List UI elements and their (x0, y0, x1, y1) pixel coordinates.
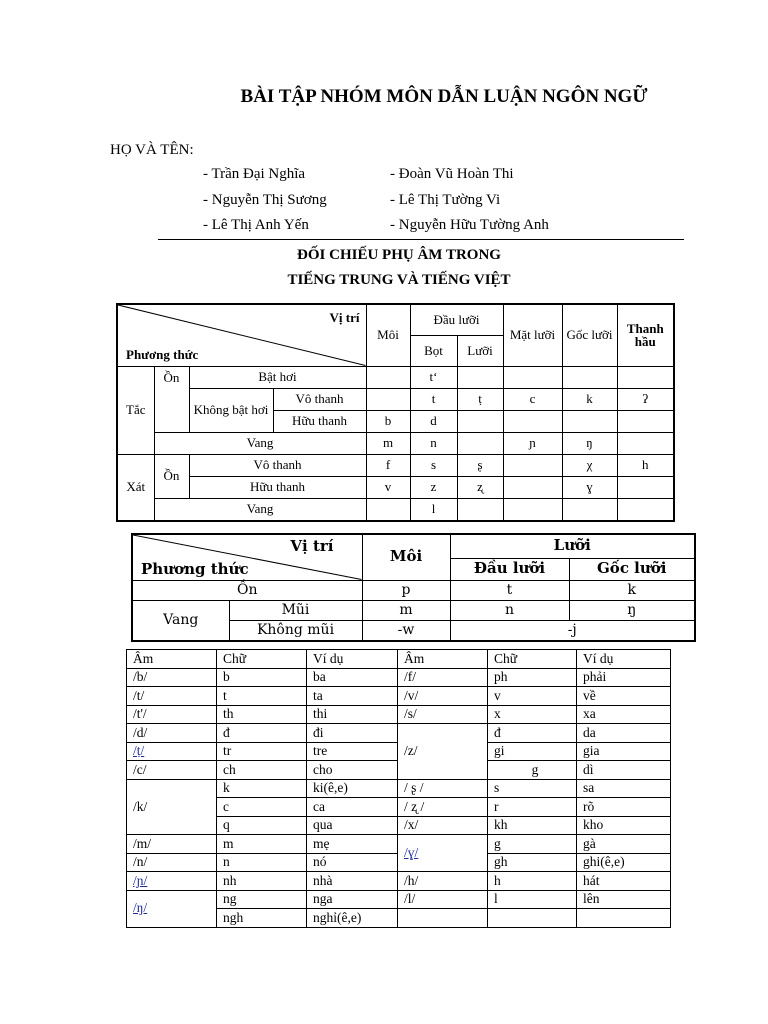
cell: b (366, 410, 410, 432)
cell: mẹ (307, 835, 398, 854)
cell: gia (577, 742, 671, 761)
member-name: - Đoàn Vũ Hoàn Thi (390, 166, 514, 182)
cell (503, 366, 562, 388)
cell: /l/ (398, 890, 488, 909)
cell: xa (577, 705, 671, 724)
cell: s (488, 779, 577, 798)
cell: ṭ (457, 388, 503, 410)
cell (503, 454, 562, 476)
header-chu: Chữ (217, 650, 307, 669)
label-vang: Vang (132, 600, 229, 641)
cell: /d/ (127, 724, 217, 743)
cell: tre (307, 742, 398, 761)
cell: b (217, 668, 307, 687)
cell: s (410, 454, 457, 476)
cell: về (577, 687, 671, 706)
cell: g (488, 835, 577, 854)
cell (617, 476, 674, 498)
cell: x (488, 705, 577, 724)
cell (503, 410, 562, 432)
header-goc-luoi: Gốc lưỡi (562, 304, 617, 366)
cell: đ (217, 724, 307, 743)
cell: c (217, 798, 307, 817)
cell: đ (488, 724, 577, 743)
member-name: - Nguyễn Thị Sương (203, 192, 327, 208)
cell: thi (307, 705, 398, 724)
cell: l (488, 890, 577, 909)
cell (457, 410, 503, 432)
cell: tʻ (410, 366, 457, 388)
label-on: Ồn (154, 454, 189, 498)
cell: ʂ (457, 454, 503, 476)
cell: /k/ (127, 779, 217, 835)
cell: ph (488, 668, 577, 687)
cell: c (503, 388, 562, 410)
label-on: Ồn (154, 366, 189, 432)
cell: /ɲ/ (127, 872, 217, 891)
table-row (127, 687, 671, 706)
cell: hát (577, 872, 671, 891)
cell: ʐ (457, 476, 503, 498)
header-mat-luoi: Mặt lưỡi (503, 304, 562, 366)
member-name: - Trần Đại Nghĩa (203, 166, 306, 182)
cell: nh (217, 872, 307, 891)
cell: n (450, 600, 569, 620)
table-row (127, 779, 671, 798)
cell: ɣ (562, 476, 617, 498)
cell (398, 909, 488, 928)
label-vang: Vang (154, 432, 366, 454)
cell (457, 432, 503, 454)
phuong-thuc-label: Phương thức (126, 346, 199, 362)
cell: ki(ê,e) (307, 779, 398, 798)
cell: /ɣ/ (398, 835, 488, 872)
cell: ngh (217, 909, 307, 928)
header-am: Âm (398, 650, 488, 669)
cell: n (410, 432, 457, 454)
cell: k (562, 388, 617, 410)
vi-tri-label: Vị trí (329, 310, 360, 325)
cell: f (366, 454, 410, 476)
cell: qua (307, 816, 398, 835)
cell: d (410, 410, 457, 432)
cell: phải (577, 668, 671, 687)
cell (617, 498, 674, 521)
vi-tri-label: Vị trí (290, 537, 334, 555)
cell: k (217, 779, 307, 798)
cell: ng (217, 890, 307, 909)
cell: kho (577, 816, 671, 835)
cell: /n/ (127, 853, 217, 872)
table-row (127, 890, 671, 909)
cell: -j (450, 620, 695, 641)
cell: /h/ (398, 872, 488, 891)
label-vang: Vang (154, 498, 366, 521)
cell: h (488, 872, 577, 891)
label-huu-thanh: Hữu thanh (189, 476, 366, 498)
subtitle-line-1: ĐỐI CHIẾU PHỤ ÂM TRONG (297, 247, 501, 263)
cell: g (488, 761, 577, 780)
cell: v (366, 476, 410, 498)
header-dau-luoi: Đầu lưỡi (450, 558, 569, 580)
cell: ghi(ê,e) (577, 853, 671, 872)
cell: nghỉ(ê,e) (307, 909, 398, 928)
label-huu-thanh: Hữu thanh (273, 410, 366, 432)
phuong-thuc-label: Phương thức (141, 559, 249, 578)
ho-ten-label: HỌ VÀ TÊN: (110, 142, 194, 158)
cell: χ (562, 454, 617, 476)
cell: gi (488, 742, 577, 761)
cell: ŋ (569, 600, 695, 620)
cell: /f/ (398, 668, 488, 687)
cell: dì (577, 761, 671, 780)
table-row (127, 872, 671, 891)
header-goc-luoi: Gốc lưỡi (569, 558, 695, 580)
table-row (127, 835, 671, 854)
header-am: Âm (127, 650, 217, 669)
header-dau-luoi: Đầu lưỡi (410, 304, 503, 335)
final-consonant-table (131, 533, 696, 642)
cell (562, 498, 617, 521)
cell: z (410, 476, 457, 498)
cell: /z/ (398, 724, 488, 780)
cell: th (217, 705, 307, 724)
header-moi: Môi (366, 304, 410, 366)
header-thanh-hau: Thanh hầu (617, 304, 674, 366)
cell: v (488, 687, 577, 706)
sound-letter-example-table (126, 649, 671, 928)
cell: m (366, 432, 410, 454)
cell (503, 476, 562, 498)
cell (617, 410, 674, 432)
header-vi-du: Ví dụ (307, 650, 398, 669)
cell: /b/ (127, 668, 217, 687)
header-bot: Bọt (410, 335, 457, 366)
cell: /ṭ/ (127, 742, 217, 761)
row-group-tac: Tắc (117, 366, 154, 454)
cell: /t/ (127, 687, 217, 706)
cell: ʔ (617, 388, 674, 410)
cell: đi (307, 724, 398, 743)
cell: n (217, 853, 307, 872)
cell: ta (307, 687, 398, 706)
cell (457, 366, 503, 388)
diagonal-header-cell (117, 304, 366, 366)
table-row (127, 705, 671, 724)
cell: -w (362, 620, 450, 641)
cell: m (217, 835, 307, 854)
cell: k (569, 580, 695, 600)
header-chu: Chữ (488, 650, 577, 669)
diagonal-header-cell (132, 534, 362, 580)
cell: da (577, 724, 671, 743)
label-mui: Mũi (229, 600, 362, 620)
cell: gà (577, 835, 671, 854)
row-group-xat: Xát (117, 454, 154, 521)
cell: ca (307, 798, 398, 817)
subtitle-line-2: TIẾNG TRUNG VÀ TIẾNG VIỆT (287, 272, 511, 288)
cell (457, 498, 503, 521)
cell (617, 432, 674, 454)
table-row (127, 724, 671, 743)
label-khong-mui: Không mũi (229, 620, 362, 641)
cell: lên (577, 890, 671, 909)
cell: q (217, 816, 307, 835)
cell: l (410, 498, 457, 521)
cell: /x/ (398, 816, 488, 835)
cell: gh (488, 853, 577, 872)
cell: t (217, 687, 307, 706)
member-name: - Lê Thị Tường Vi (390, 192, 501, 208)
cell: cho (307, 761, 398, 780)
cell: /ŋ/ (127, 890, 217, 927)
cell: t (410, 388, 457, 410)
cell (562, 410, 617, 432)
header-luoi: Lưỡi (457, 335, 503, 366)
member-name: - Lê Thị Anh Yến (203, 217, 309, 233)
header-luoi: Lưỡi (450, 534, 695, 558)
cell: / ʐ / (398, 798, 488, 817)
cell: nhà (307, 872, 398, 891)
cell: h (617, 454, 674, 476)
label-bat-hoi: Bật hơi (189, 366, 366, 388)
label-vo-thanh: Vô thanh (273, 388, 366, 410)
cell (562, 366, 617, 388)
cell (577, 909, 671, 928)
cell: ch (217, 761, 307, 780)
cell: ba (307, 668, 398, 687)
cell (617, 366, 674, 388)
header-vi-du: Ví dụ (577, 650, 671, 669)
cell: sa (577, 779, 671, 798)
cell: kh (488, 816, 577, 835)
cell: rõ (577, 798, 671, 817)
cell: t (450, 580, 569, 600)
consonant-comparison-table (116, 303, 675, 522)
cell (366, 498, 410, 521)
table-row (127, 668, 671, 687)
cell: ɲ (503, 432, 562, 454)
header-moi: Môi (362, 534, 450, 580)
cell (488, 909, 577, 928)
cell: /c/ (127, 761, 217, 780)
cell: /t'/ (127, 705, 217, 724)
cell: ŋ (562, 432, 617, 454)
member-name: - Nguyễn Hữu Tường Anh (390, 217, 549, 233)
divider-line (158, 239, 684, 240)
cell (366, 388, 410, 410)
label-vo-thanh: Vô thanh (189, 454, 366, 476)
cell (366, 366, 410, 388)
cell: /s/ (398, 705, 488, 724)
cell: p (362, 580, 450, 600)
cell (503, 498, 562, 521)
cell: /m/ (127, 835, 217, 854)
cell: r (488, 798, 577, 817)
cell: /v/ (398, 687, 488, 706)
cell: nga (307, 890, 398, 909)
label-khong-bat-hoi: Không bật hơi (189, 388, 273, 432)
cell: nó (307, 853, 398, 872)
cell: m (362, 600, 450, 620)
cell: / ʂ / (398, 779, 488, 798)
cell: tr (217, 742, 307, 761)
document-title: BÀI TẬP NHÓM MÔN DẪN LUẬN NGÔN NGỮ (240, 86, 648, 107)
label-on: Ồn (132, 580, 362, 600)
